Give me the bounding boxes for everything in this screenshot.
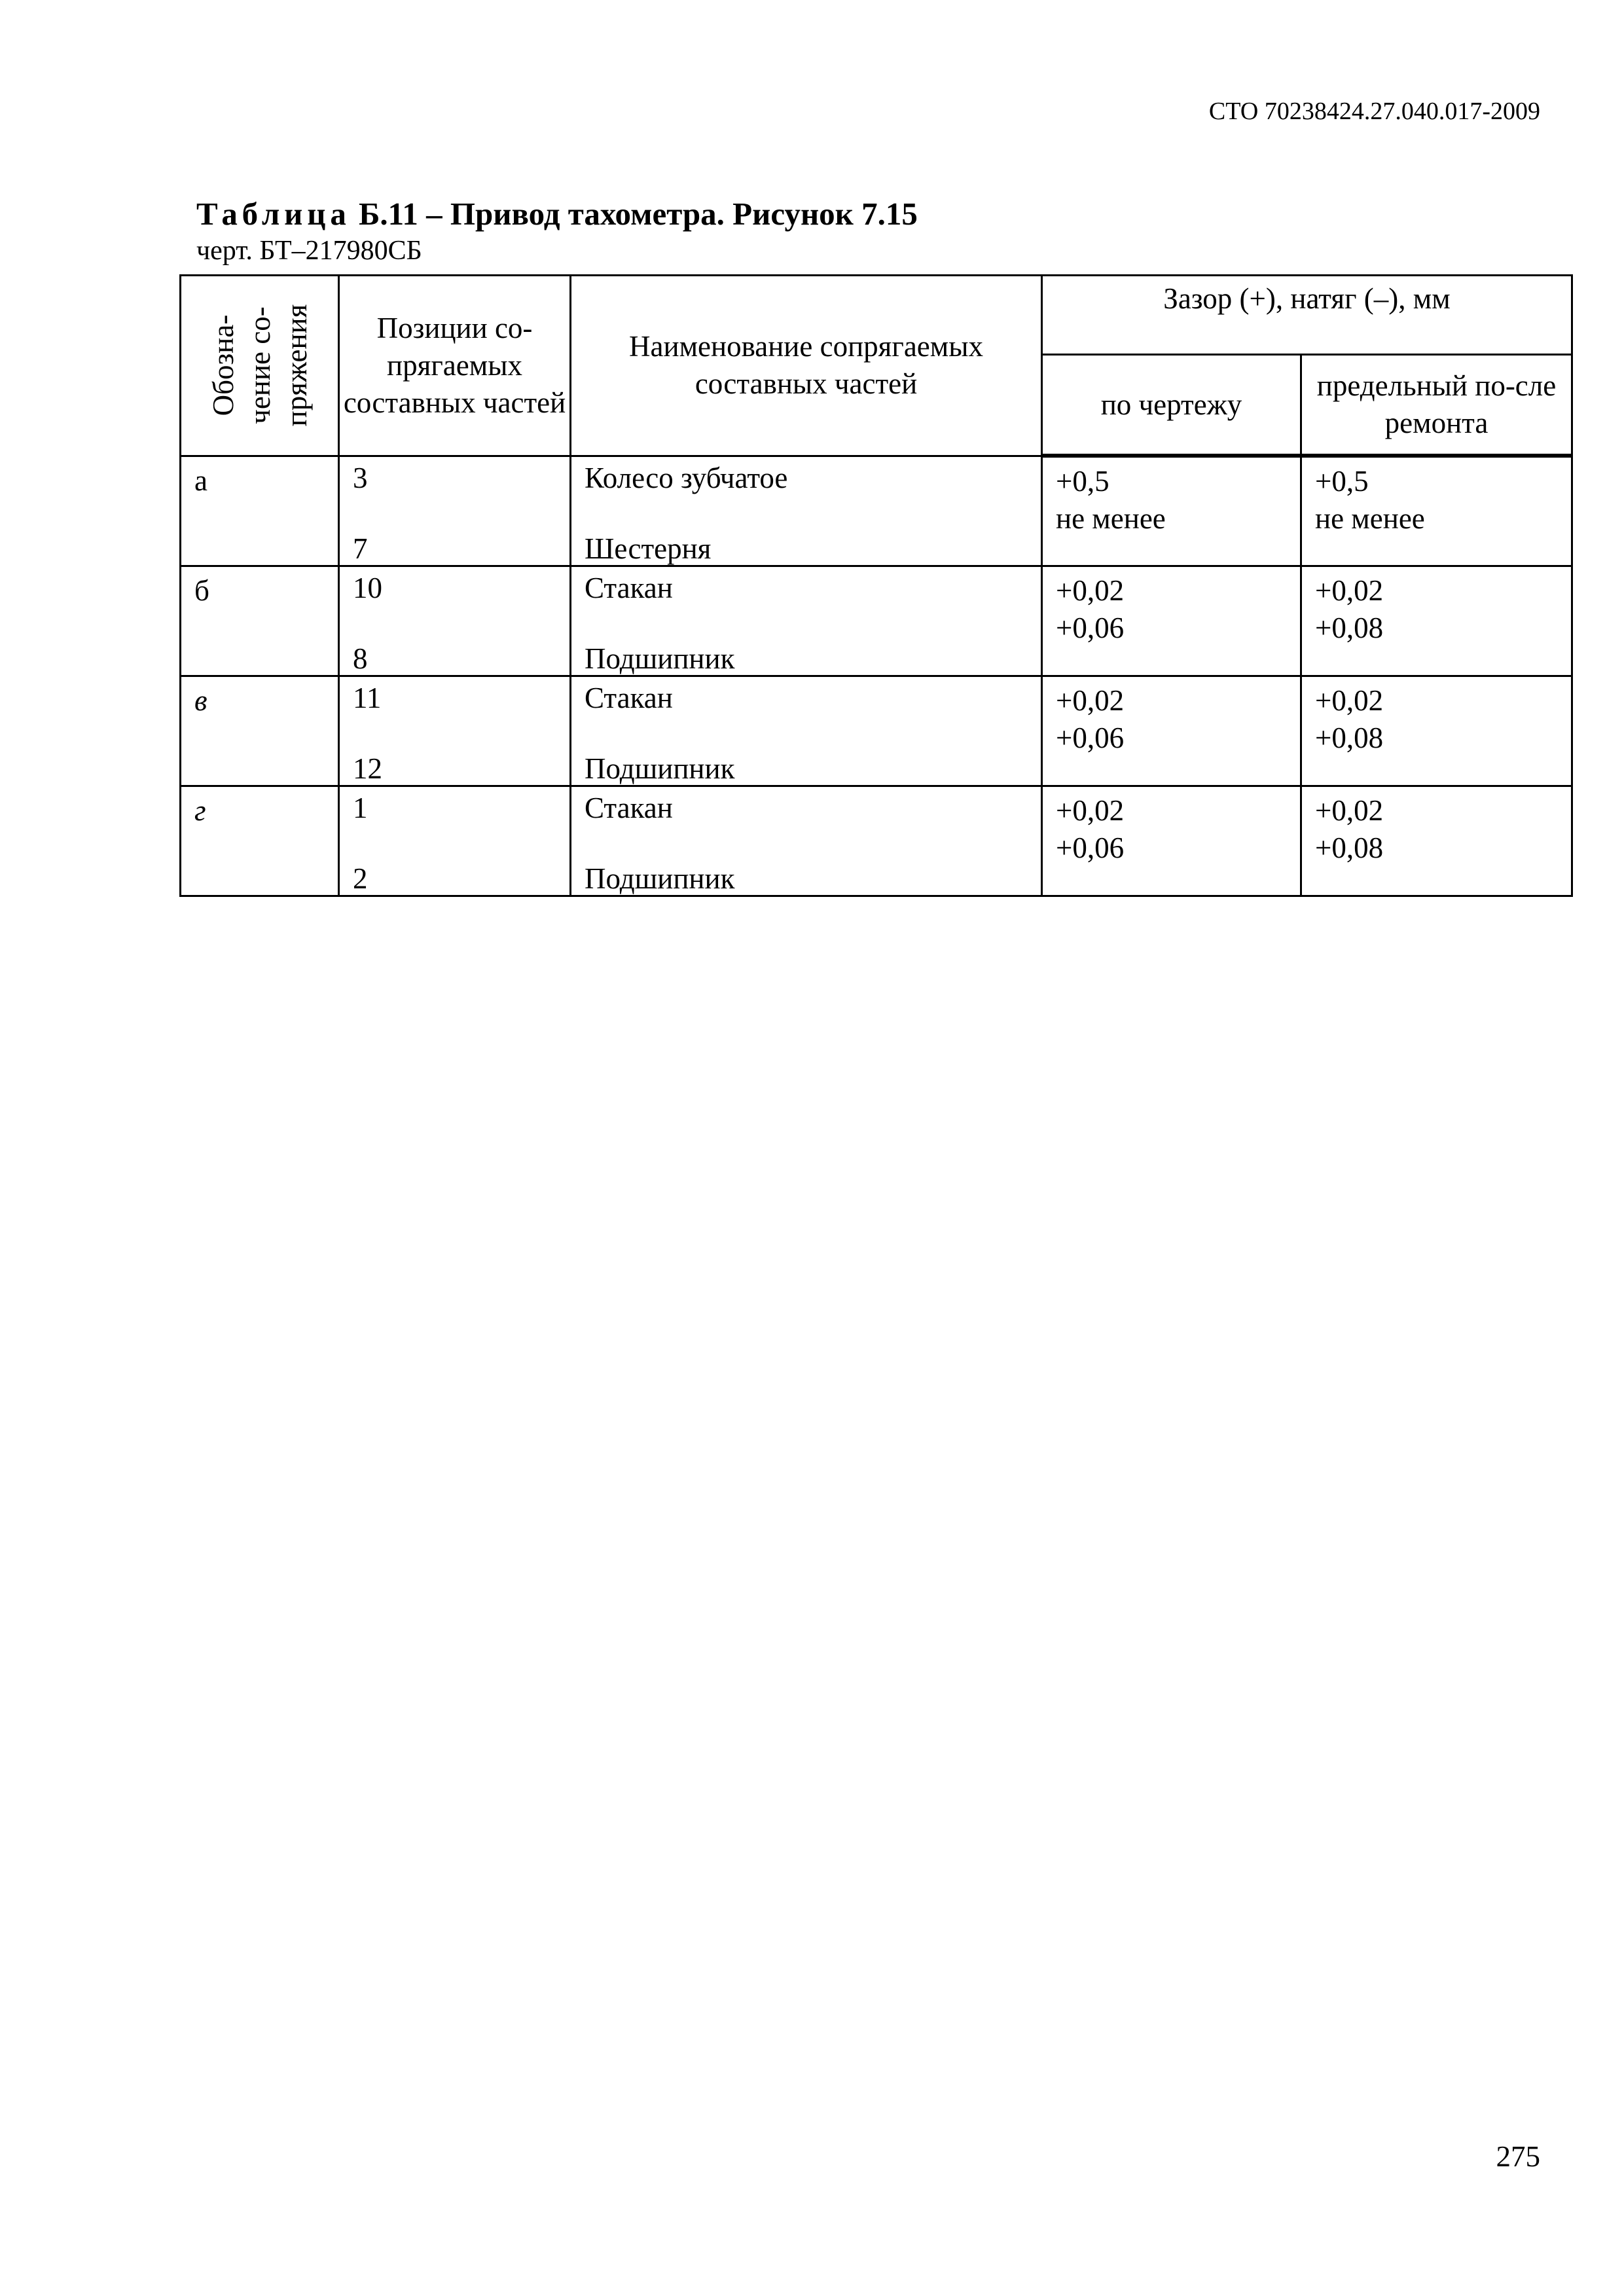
part-name-first: Стакан bbox=[585, 571, 673, 604]
column-header-limit-after-repair: предельный по-сле ремонта bbox=[1301, 355, 1572, 456]
position-first: 3 bbox=[353, 461, 368, 494]
limit-value-2: не менее bbox=[1315, 502, 1425, 535]
names-cell bbox=[571, 786, 1042, 896]
table-title bbox=[196, 194, 918, 234]
table-row bbox=[181, 786, 1572, 896]
designation-cell: б bbox=[181, 566, 339, 676]
position-first: 1 bbox=[353, 791, 368, 824]
limit-cell bbox=[1301, 456, 1572, 566]
limit-cell bbox=[1301, 566, 1572, 676]
part-name-second: Подшипник bbox=[585, 752, 735, 785]
part-name-second: Подшипник bbox=[585, 862, 735, 895]
part-name-first: Стакан bbox=[585, 681, 673, 714]
limit-value-2: +0,08 bbox=[1315, 831, 1384, 864]
by-drawing-value-1: +0,02 bbox=[1056, 683, 1125, 717]
positions-cell bbox=[339, 786, 571, 896]
by-drawing-value-2: не менее bbox=[1056, 502, 1166, 535]
table-row bbox=[181, 676, 1572, 786]
positions-cell bbox=[339, 456, 571, 566]
mating-parts-table bbox=[179, 274, 1573, 897]
by-drawing-cell bbox=[1042, 676, 1301, 786]
drawing-reference: черт. БТ–217980СБ bbox=[196, 236, 422, 266]
positions-cell bbox=[339, 566, 571, 676]
designation-header-label: Обозна-чение со-пряжения bbox=[206, 304, 313, 427]
position-first: 10 bbox=[353, 571, 382, 604]
column-header-names: Наименование сопрягаемых составных частей bbox=[571, 276, 1042, 456]
by-drawing-cell bbox=[1042, 786, 1301, 896]
limit-value-1: +0,02 bbox=[1315, 793, 1384, 827]
part-name-first: Стакан bbox=[585, 791, 673, 824]
part-name-second: Шестерня bbox=[585, 532, 712, 565]
by-drawing-value-1: +0,02 bbox=[1056, 793, 1125, 827]
column-header-positions: Позиции со-прягаемых составных частей bbox=[339, 276, 571, 456]
table-title-block bbox=[196, 194, 918, 267]
names-cell bbox=[571, 456, 1042, 566]
table-title-prefix: Таблица bbox=[196, 196, 351, 232]
page-number: 275 bbox=[1496, 2140, 1540, 2173]
designation-cell: а bbox=[181, 456, 339, 566]
limit-value-2: +0,08 bbox=[1315, 721, 1384, 754]
table-title-text: Б.11 – Привод тахометра. Рисунок 7.15 bbox=[350, 196, 918, 232]
position-second: 12 bbox=[353, 752, 382, 785]
designation-cell: г bbox=[181, 786, 339, 896]
by-drawing-cell bbox=[1042, 456, 1301, 566]
table-row bbox=[181, 566, 1572, 676]
names-cell bbox=[571, 676, 1042, 786]
by-drawing-value-2: +0,06 bbox=[1056, 721, 1125, 754]
limit-cell bbox=[1301, 786, 1572, 896]
position-second: 2 bbox=[353, 862, 368, 895]
by-drawing-value-1: +0,02 bbox=[1056, 574, 1125, 607]
column-header-clearance: Зазор (+), натяг (–), мм bbox=[1042, 276, 1572, 355]
by-drawing-value-1: +0,5 bbox=[1056, 465, 1110, 498]
limit-value-1: +0,5 bbox=[1315, 465, 1369, 498]
by-drawing-value-2: +0,06 bbox=[1056, 831, 1125, 864]
position-second: 8 bbox=[353, 642, 368, 675]
positions-cell bbox=[339, 676, 571, 786]
names-cell bbox=[571, 566, 1042, 676]
position-second: 7 bbox=[353, 532, 368, 565]
part-name-second: Подшипник bbox=[585, 642, 735, 675]
limit-value-2: +0,08 bbox=[1315, 611, 1384, 644]
designation-cell: в bbox=[181, 676, 339, 786]
position-first: 11 bbox=[353, 681, 382, 714]
limit-cell bbox=[1301, 676, 1572, 786]
document-code: СТО 70238424.27.040.017-2009 bbox=[1208, 98, 1540, 125]
by-drawing-cell bbox=[1042, 566, 1301, 676]
table-row bbox=[181, 456, 1572, 566]
column-header-by-drawing: по чертежу bbox=[1042, 355, 1301, 456]
column-header-designation bbox=[181, 276, 339, 456]
limit-value-1: +0,02 bbox=[1315, 574, 1384, 607]
part-name-first: Колесо зубчатое bbox=[585, 461, 788, 494]
limit-value-1: +0,02 bbox=[1315, 683, 1384, 717]
by-drawing-value-2: +0,06 bbox=[1056, 611, 1125, 644]
